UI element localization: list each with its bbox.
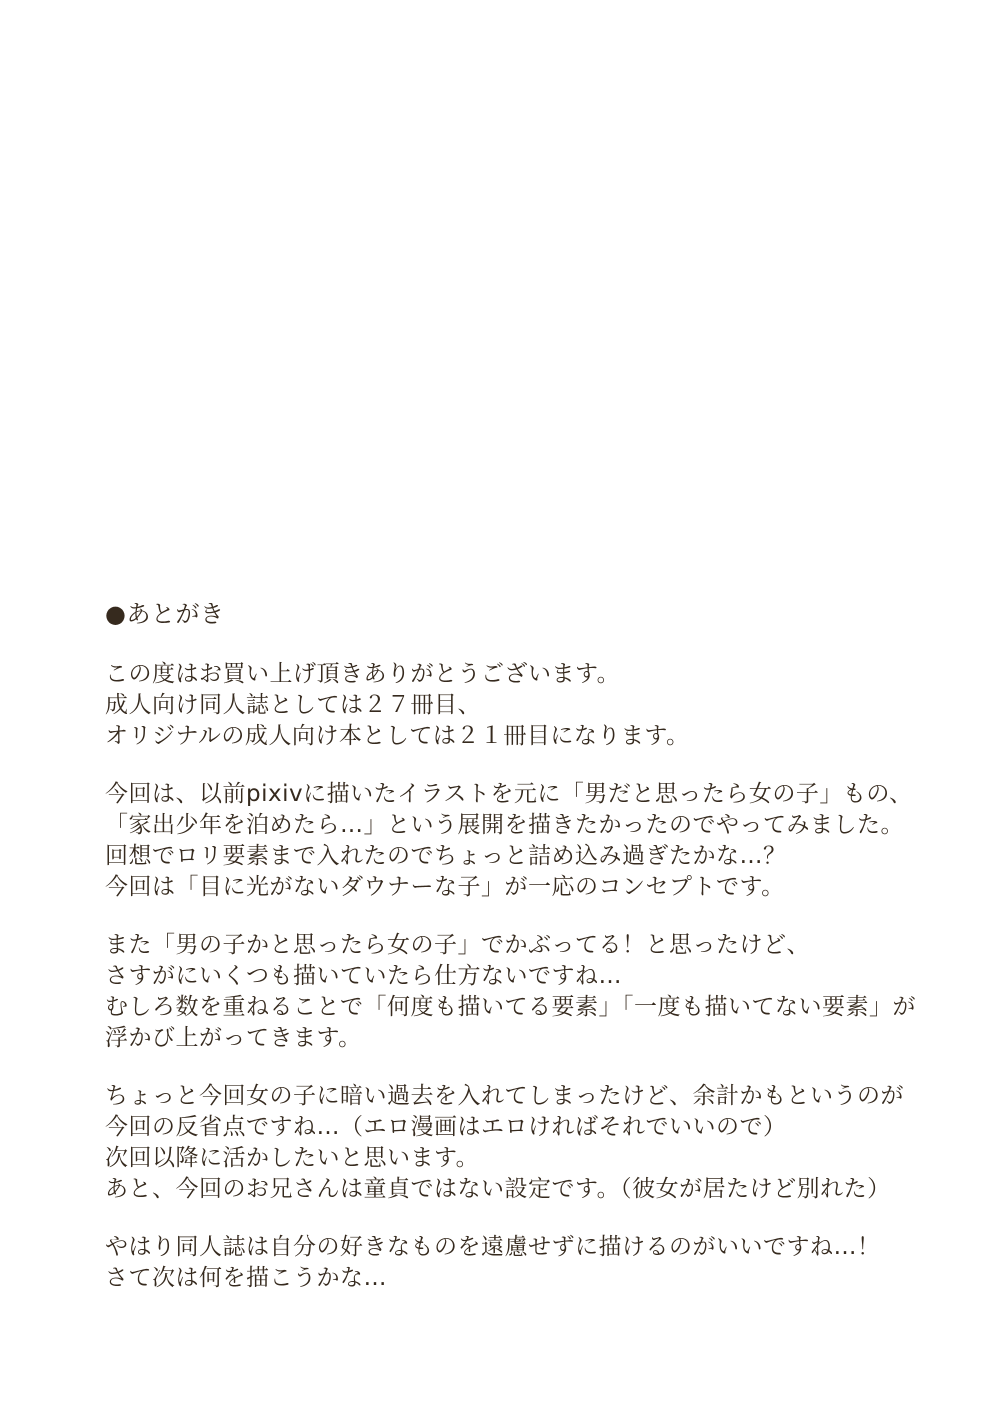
afterword-content — [105, 599, 916, 1294]
paragraph-reflection — [105, 1081, 916, 1205]
heading-text: あとがき — [126, 600, 225, 628]
text-line: 回想でロリ要素まで入れたのでちょっと詰め込み過ぎたかな…？ — [105, 843, 787, 869]
text-line: オリジナルの成人向け本としては２１冊目になります。 — [105, 723, 690, 749]
paragraph-closing — [105, 1232, 916, 1294]
paragraph-thanks — [105, 659, 916, 752]
text-line: 今回は「目に光がないダウナーな子」が一応のコンセプトです。 — [105, 874, 785, 900]
text-line: 成人向け同人誌としては２７冊目、 — [105, 692, 481, 718]
text-line: 今回の反省点ですね…（エロ漫画はエロければそれでいいので） — [105, 1114, 787, 1140]
text-line: 浮かび上がってきます。 — [105, 1025, 362, 1051]
afterword-heading — [105, 599, 916, 630]
text-line: さて次は何を描こうかな… — [105, 1265, 387, 1291]
bullet-icon: ● — [105, 600, 127, 628]
text-line: ちょっと今回女の子に暗い過去を入れてしまったけど、余計かもというのが — [105, 1083, 904, 1109]
text-line: 「家出少年を泊めたら…」という展開を描きたかったのでやってみました。 — [105, 812, 904, 838]
text-line: さすがにいくつも描いていたら仕方ないですね… — [105, 963, 622, 989]
text-line: 次回以降に活かしたいと思います。 — [105, 1145, 480, 1171]
text-line: また「男の子かと思ったら女の子」でかぶってる！と思ったけど、 — [105, 932, 810, 958]
text-line: 今回は、以前pixivに描いたイラストを元に「男だと思ったら女の子」もの、 — [105, 781, 913, 807]
text-line: むしろ数を重ねることで「何度も描いてる要素」「一度も描いてない要素」が — [105, 994, 916, 1020]
text-line: やはり同人誌は自分の好きなものを遠慮せずに描けるのがいいですね…！ — [105, 1234, 881, 1260]
paragraph-concept — [105, 779, 916, 903]
text-line: あと、今回のお兄さんは童貞ではない設定です。（彼女が居たけど別れた） — [105, 1176, 891, 1202]
text-line: この度はお買い上げ頂きありがとうございます。 — [105, 661, 621, 687]
paragraph-overlap — [105, 930, 916, 1054]
